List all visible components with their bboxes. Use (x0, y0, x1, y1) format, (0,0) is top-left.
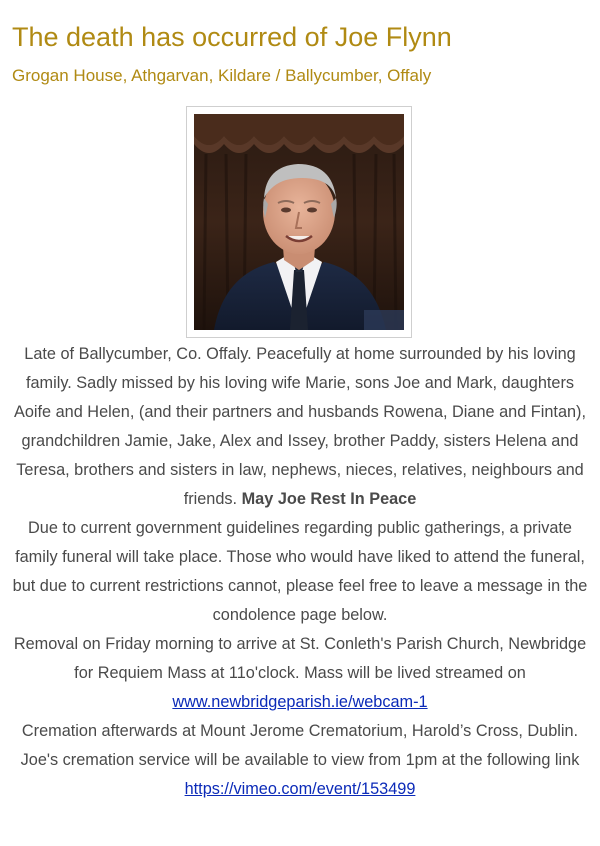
family-paragraph (6, 340, 594, 514)
vimeo-link-line (6, 775, 594, 804)
funeral-guidelines-paragraph: Due to current government guidelines regarding public gatherings, a private family funeral will take place. Those who would have liked to attend the funeral, but due to current restrictions cannot, please feel free to leave a message in the condolence page below. (12, 519, 588, 624)
location-subtitle: Grogan House, Athgarvan, Kildare / Ballycumber, Offaly (12, 66, 432, 85)
webcam-link[interactable]: www.newbridgeparish.ie/webcam-1 (172, 693, 428, 711)
webcam-link-line (6, 688, 594, 717)
page-title: The death has occurred of Joe Flynn (12, 22, 452, 52)
family-text: Late of Ballycumber, Co. Offaly. Peacefully at home surrounded by his loving family. Sadly missed by his loving wife Marie, sons Joe and Mark, daughters Aoife and Helen, (and their partners and husbands Rowena, Diane and Fintan), grandchildren Jamie, Jake, Alex and Issey, brother Paddy, sisters Helena and Teresa, brothers and sisters in law, nephews, nieces, relatives, neighbours and friends. (13, 345, 586, 508)
cremation-paragraph: Cremation afterwards at Mount Jerome Crematorium, Harold’s Cross, Dublin. Joe's cremation service will be available to view from 1pm at the following link (20, 722, 580, 769)
vimeo-link[interactable]: https://vimeo.com/event/153499 (184, 780, 416, 798)
portrait-photo-frame (186, 106, 412, 338)
portrait-photo (194, 114, 404, 330)
removal-paragraph: Removal on Friday morning to arrive at St. Conleth's Parish Church, Newbridge for Requiem Mass at 11o'clock. Mass will be lived streamed on (13, 635, 587, 682)
notice-body (6, 340, 594, 804)
rest-in-peace-text: May Joe Rest In Peace (241, 490, 417, 508)
